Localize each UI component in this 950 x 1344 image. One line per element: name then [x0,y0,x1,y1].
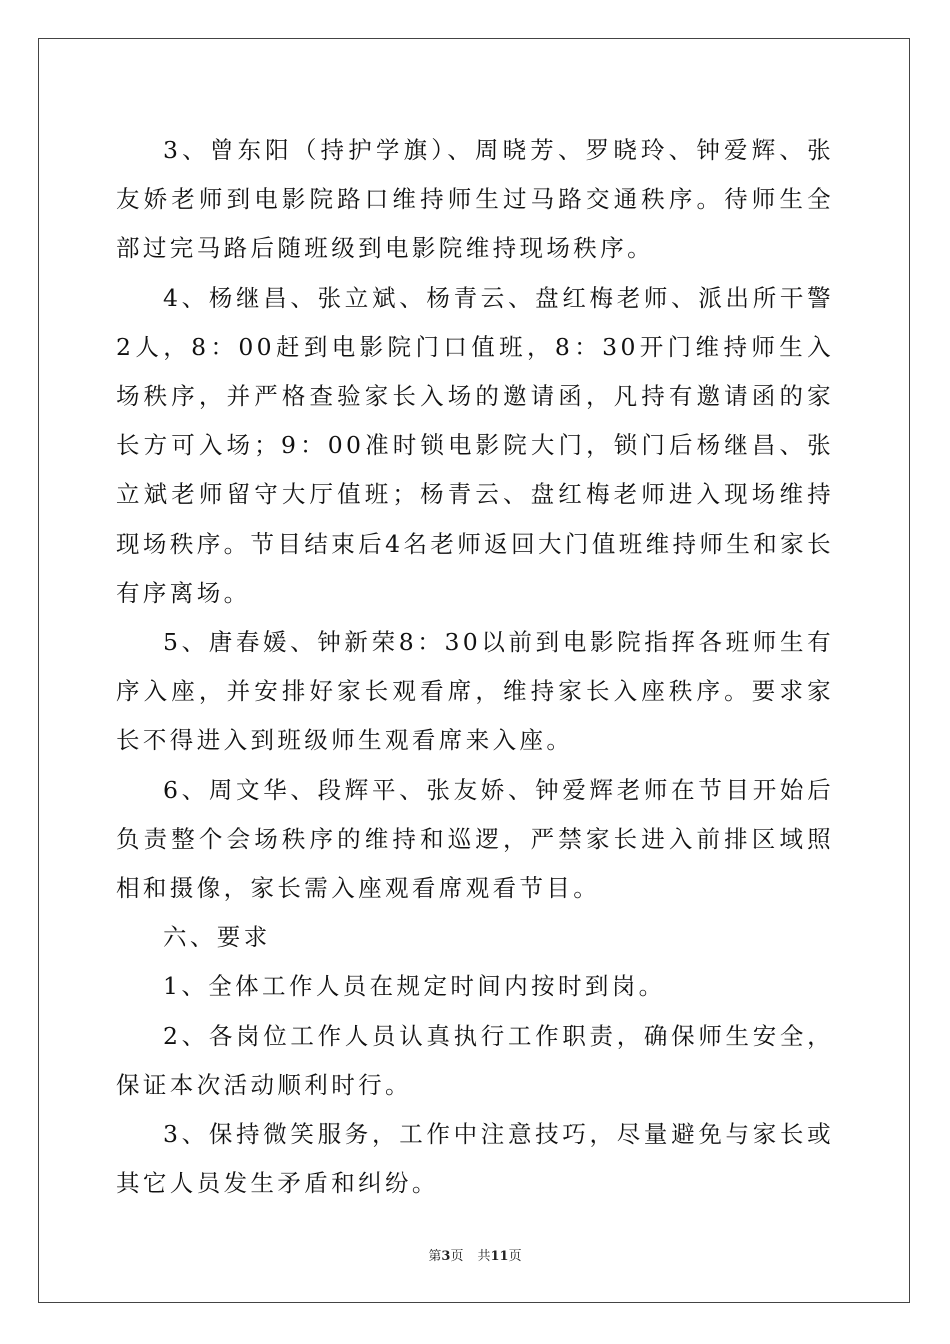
footer-total-prefix: 共 [477,1249,491,1264]
section-heading-requirements: 六、要求 [163,923,271,952]
footer-total-number: 11 [490,1249,509,1264]
footer-page-number: 3 [441,1249,451,1264]
paragraph-duty-3: 3、曾东阳（持护学旗）、周晓芳、罗晓玲、钟爱辉、张友娇老师到电影院路口维持师生过马路交通秩序。待师生全部过完马路后随班级到电影院维持现场秩序。 [116,136,834,263]
paragraph-duty-6: 6、周文华、段辉平、张友娇、钟爱辉老师在节目开始后负责整个会场秩序的维持和巡逻，严禁家长进入前排区域照相和摄像，家长需入座观看席观看节目。 [116,775,834,903]
paragraph-requirement-3: 3、保持微笑服务，工作中注意技巧，尽量避免与家长或其它人员发生矛盾和纠纷。 [116,1120,834,1198]
document-body [116,126,834,1208]
footer-page-suffix: 页 [450,1249,464,1264]
footer-total-suffix: 页 [508,1249,522,1264]
paragraph-requirement-1: 1、全体工作人员在规定时间内按时到岗。 [163,972,666,1001]
paragraph-requirement-2: 2、各岗位工作人员认真执行工作职责，确保师生安全，保证本次活动顺利时行。 [116,1021,834,1099]
paragraph-duty-5: 5、唐春媛、钟新荣8：30以前到电影院指挥各班师生有序入座，并安排好家长观看席，维持家长入座秩序。要求家长不得进入到班级师生观看席来入座。 [116,628,834,755]
paragraph-duty-4: 4、杨继昌、张立斌、杨青云、盘红梅老师、派出所干警2人，8：00赶到电影院门口值班，8：30开门维持师生入场秩序，并严格查验家长入场的邀请函，凡持有邀请函的家长方可入场；9：00准时锁电影院大门，锁门后杨继昌、张立斌老师留守大厅值班；杨青云、盘红梅老师进入现场维持现场秩序。节目结束后4名老师返回大门值班维持师生和家长有序离场。 [116,283,834,607]
page-footer [0,1248,950,1266]
footer-page-prefix: 第 [428,1249,442,1264]
